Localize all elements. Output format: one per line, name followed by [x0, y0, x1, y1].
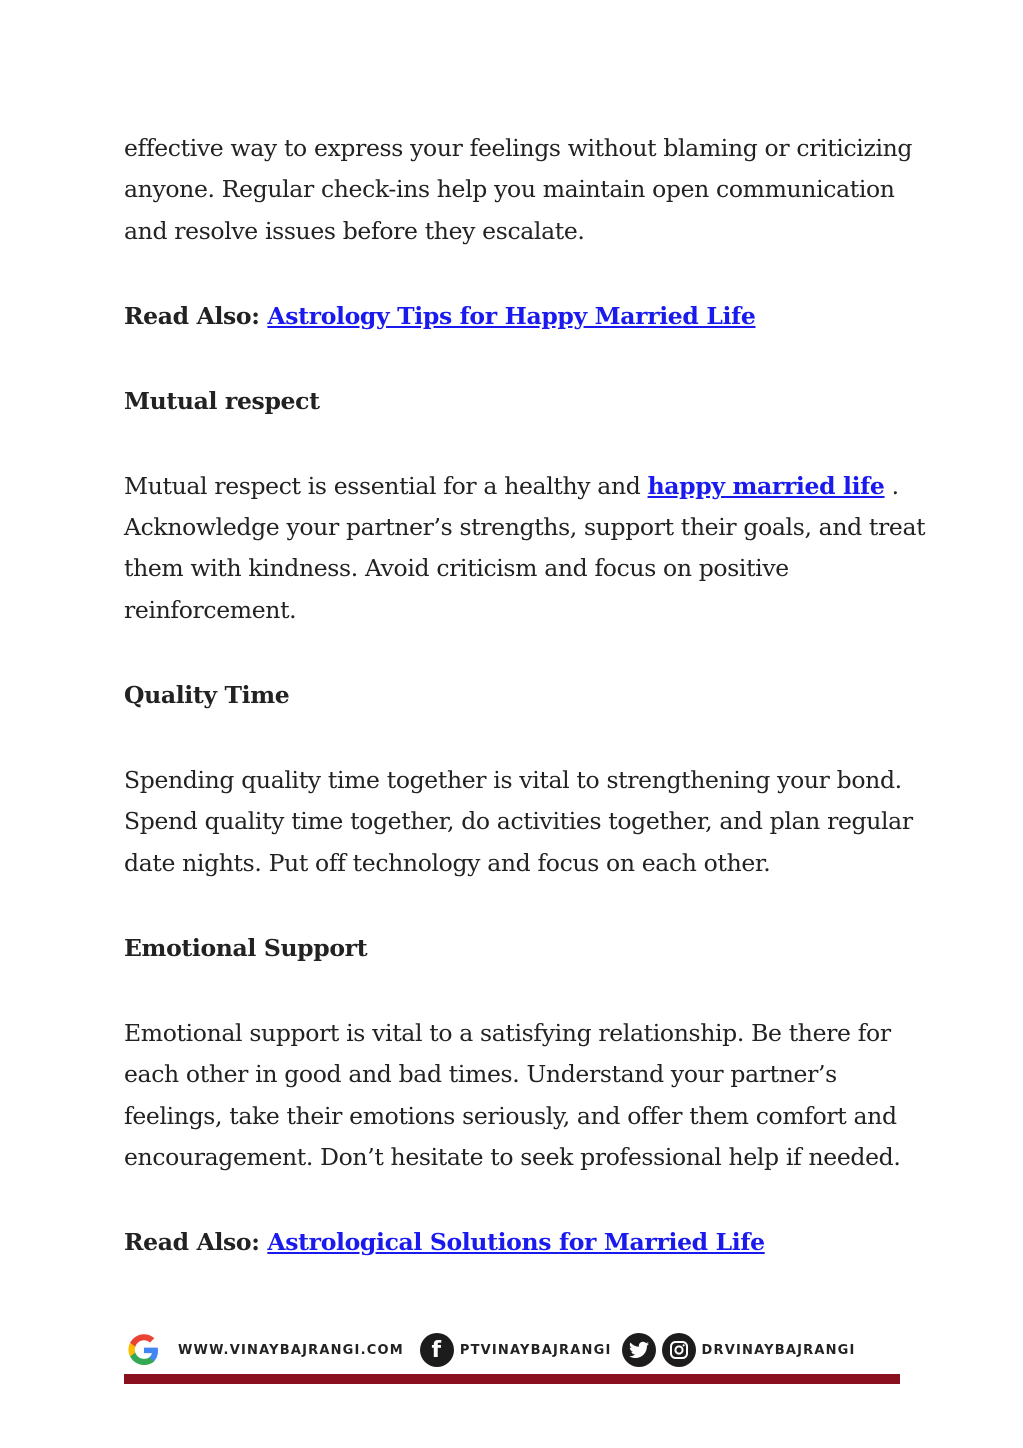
- website-text[interactable]: WWW.VINAYBAJRANGI.COM: [178, 1342, 404, 1358]
- text-line: reinforcement.: [124, 595, 297, 624]
- google-icon: [124, 1330, 164, 1370]
- text-line: and resolve issues before they escalate.: [124, 216, 585, 245]
- footer-contacts: [124, 1328, 900, 1372]
- text-line: Spending quality time together is vital to strengthening your bond.: [124, 766, 902, 795]
- document-body: [124, 128, 926, 1263]
- instagram-icon: [662, 1333, 696, 1367]
- read-also-2: [124, 1222, 904, 1263]
- astrological-solutions-link[interactable]: Astrological Solutions for Married Life: [267, 1228, 765, 1257]
- happy-married-life-link[interactable]: happy married life: [647, 471, 885, 500]
- emotional-support-paragraph: [124, 1013, 904, 1178]
- text-line: Emotional support is vital to a satisfying relationship. Be there for: [124, 1018, 891, 1047]
- text-fragment: Mutual respect is essential for a healthy and: [124, 471, 648, 500]
- text-line: feelings, take their emotions seriously, and offer them comfort and: [124, 1101, 897, 1130]
- read-also-label: Read Also:: [124, 301, 268, 330]
- text-line: date nights. Put off technology and focus on each other.: [124, 848, 771, 877]
- text-line: encouragement. Don’t hesitate to seek professional help if needed.: [124, 1142, 901, 1171]
- read-also-label: Read Also:: [124, 1228, 268, 1257]
- social-handle[interactable]: DRVINAYBAJRANGI: [701, 1342, 856, 1358]
- facebook-handle[interactable]: PTVINAYBAJRANGI: [459, 1342, 612, 1358]
- astrology-tips-link[interactable]: Astrology Tips for Happy Married Life: [267, 301, 756, 330]
- footer-bar: [124, 1374, 900, 1384]
- facebook-icon: f: [420, 1333, 454, 1367]
- read-also-1: [124, 296, 904, 337]
- text-line: anyone. Regular check-ins help you maintain open communication: [124, 175, 895, 204]
- text-line: Acknowledge your partner’s strengths, support their goals, and treat: [124, 513, 926, 542]
- mutual-respect-heading: Mutual respect: [124, 386, 320, 415]
- emotional-support-heading: Emotional Support: [124, 933, 368, 962]
- text-line: each other in good and bad times. Understand your partner’s: [124, 1060, 837, 1089]
- twitter-icon: [622, 1333, 656, 1367]
- footer: [124, 1328, 900, 1384]
- quality-time-paragraph: [124, 760, 913, 884]
- text-line: Spend quality time together, do activities together, and plan regular: [124, 807, 913, 836]
- text-line: them with kindness. Avoid criticism and focus on positive: [124, 554, 789, 583]
- text-line: [124, 466, 904, 507]
- text-line: effective way to express your feelings without blaming or criticizing: [124, 134, 913, 162]
- mutual-respect-paragraph: [124, 466, 926, 631]
- text-fragment: .: [884, 471, 899, 500]
- quality-time-heading: Quality Time: [124, 681, 290, 710]
- intro-paragraph: [124, 128, 913, 252]
